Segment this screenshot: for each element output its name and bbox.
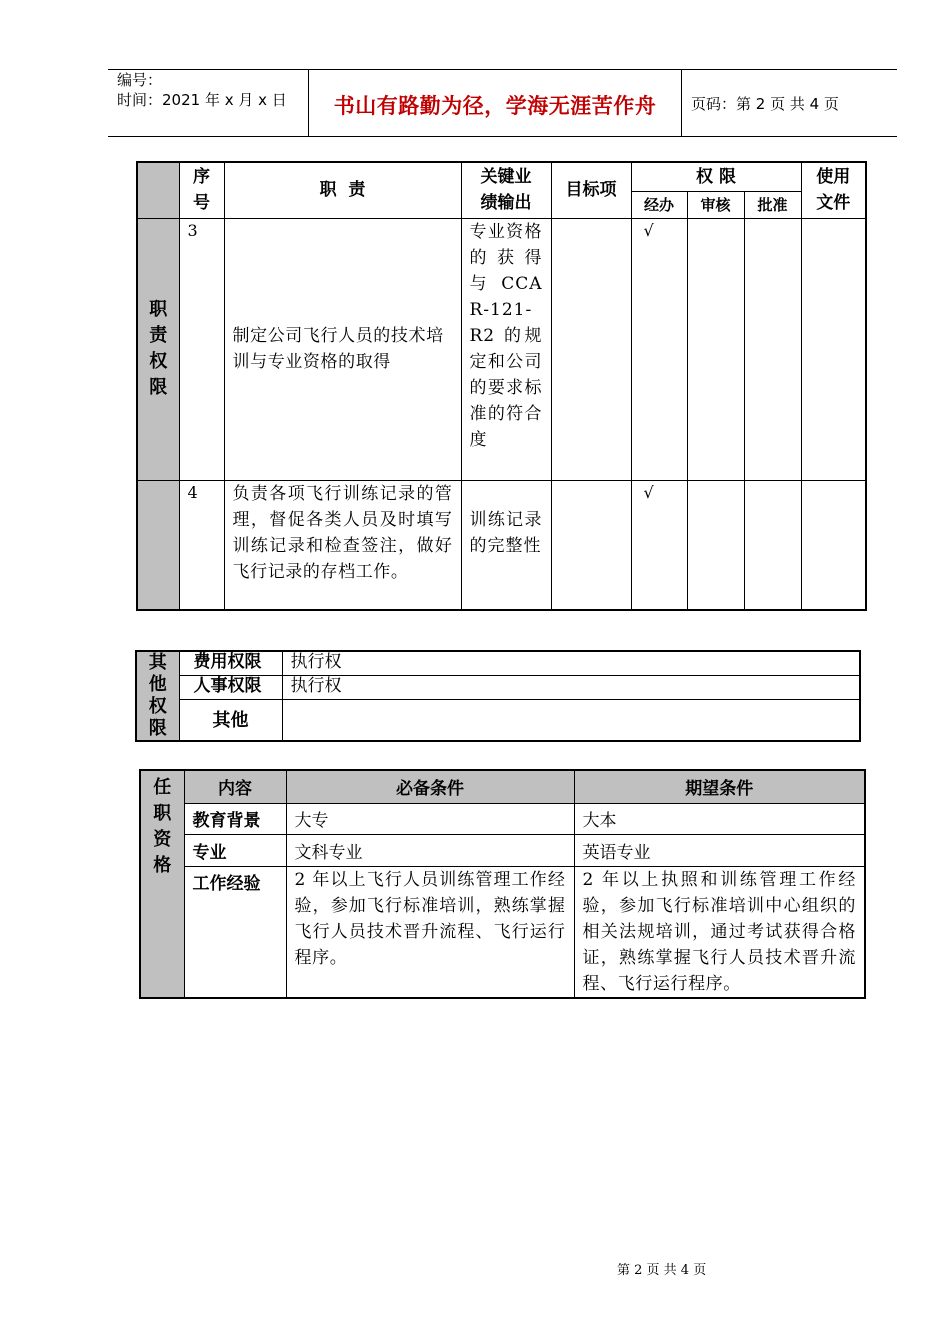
col-content-header: 内容 bbox=[184, 770, 286, 803]
row-target bbox=[551, 480, 631, 610]
expense-authority-value: 执行权 bbox=[282, 651, 860, 675]
page-footer: 第 2 页 共 4 页 bbox=[617, 1263, 707, 1278]
table-row bbox=[140, 803, 865, 834]
education-required: 大专 bbox=[286, 803, 574, 834]
col-handle-header: 经办 bbox=[631, 191, 687, 218]
col-expected-header: 期望条件 bbox=[574, 770, 865, 803]
col-target-header: 目标项 bbox=[551, 162, 631, 218]
major-required: 文科专业 bbox=[286, 834, 574, 866]
row-approve bbox=[744, 218, 801, 480]
row-seq: 4 bbox=[179, 480, 224, 610]
other-value bbox=[282, 700, 860, 741]
section-label-other: 其 他 权 限 bbox=[136, 651, 179, 741]
col-authority-header: 权 限 bbox=[631, 162, 801, 191]
row-review bbox=[687, 218, 744, 480]
row-kpi: 训练记录的完整性 bbox=[461, 480, 551, 610]
row-seq: 3 bbox=[179, 218, 224, 480]
section-label-duties: 职 责 权 限 bbox=[137, 218, 179, 480]
table-row bbox=[137, 218, 866, 480]
col-approve-header: 批准 bbox=[744, 191, 801, 218]
document-date: 时间：2021 年 x 月 x 日 bbox=[117, 91, 287, 109]
motto: 书山有路勤为径，学海无涯苦作舟 bbox=[333, 94, 657, 118]
personnel-authority-label: 人事权限 bbox=[179, 675, 282, 699]
row-duty: 制定公司飞行人员的技术培训与专业资格的取得 bbox=[224, 218, 461, 480]
section-label-qualifications: 任 职 资 格 bbox=[140, 770, 184, 998]
experience-expected: 2 年以上执照和训练管理工作经验，参加飞行标准培训中心组织的相关法规培训，通过考试获得合格证，熟练掌握飞行人员技术晋升流程、飞行运行程序。 bbox=[574, 866, 865, 998]
header-corner bbox=[137, 162, 179, 218]
education-expected: 大本 bbox=[574, 803, 865, 834]
duties-table bbox=[136, 161, 867, 611]
col-seq-header: 序 号 bbox=[179, 162, 224, 218]
major-label: 专业 bbox=[184, 834, 286, 866]
col-duty-header: 职 责 bbox=[224, 162, 461, 218]
expense-authority-label: 费用权限 bbox=[179, 651, 282, 675]
row-target bbox=[551, 218, 631, 480]
row-review bbox=[687, 480, 744, 610]
header-bottom-rule bbox=[108, 136, 897, 137]
col-kpi-header: 关键业 绩输出 bbox=[461, 162, 551, 218]
other-label: 其他 bbox=[179, 700, 282, 741]
header-top-rule bbox=[108, 69, 897, 70]
table-row bbox=[140, 866, 865, 998]
header-divider bbox=[681, 70, 682, 136]
header-divider bbox=[308, 70, 309, 136]
section-label-cell bbox=[137, 480, 179, 610]
row-duty: 负责各项飞行训练记录的管理，督促各类人员及时填写训练记录和检查签注，做好飞行记录的存档工作。 bbox=[224, 480, 461, 610]
row-handle-check: √ bbox=[631, 480, 687, 610]
page-indicator: 页码：第 2 页 共 4 页 bbox=[691, 95, 839, 113]
education-label: 教育背景 bbox=[184, 803, 286, 834]
row-docs bbox=[801, 480, 866, 610]
table-row bbox=[137, 480, 866, 610]
row-approve bbox=[744, 480, 801, 610]
table-row bbox=[140, 834, 865, 866]
row-docs bbox=[801, 218, 866, 480]
qualifications-table bbox=[139, 769, 866, 999]
col-review-header: 审核 bbox=[687, 191, 744, 218]
personnel-authority-value: 执行权 bbox=[282, 675, 860, 699]
experience-label: 工作经验 bbox=[184, 866, 286, 998]
col-docs-header: 使用 文件 bbox=[801, 162, 866, 218]
experience-required: 2 年以上飞行人员训练管理工作经验，参加飞行标准培训，熟练掌握飞行人员技术晋升流程、飞行运行程序。 bbox=[286, 866, 574, 998]
major-expected: 英语专业 bbox=[574, 834, 865, 866]
row-kpi: 专业资格的获得 与 CCAR-121-R2 的规定和公司的要求标准的符合度 bbox=[461, 218, 551, 480]
other-authority-table bbox=[135, 650, 861, 742]
document-number-label: 编号： bbox=[117, 71, 163, 89]
row-handle-check: √ bbox=[631, 218, 687, 480]
col-required-header: 必备条件 bbox=[286, 770, 574, 803]
